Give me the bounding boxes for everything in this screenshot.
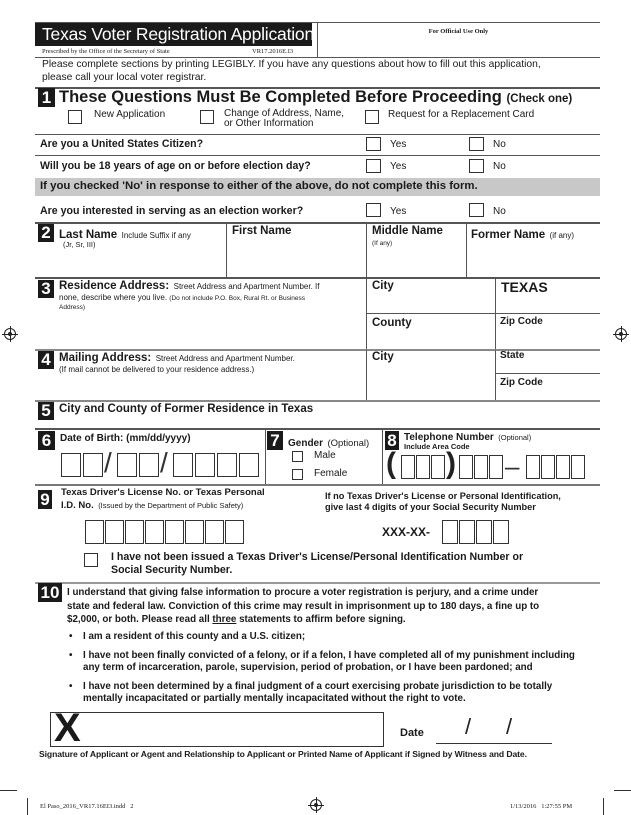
- phone-digit[interactable]: [541, 455, 555, 479]
- worker-no-label: No: [493, 206, 506, 217]
- drivers-license-label: [61, 487, 265, 511]
- divider: [382, 429, 383, 484]
- phone-digit[interactable]: [526, 455, 540, 479]
- dob-year-digit[interactable]: [239, 453, 259, 477]
- license-digit[interactable]: [165, 520, 184, 544]
- age-no-label: No: [493, 161, 506, 172]
- ssn-prefix: XXX-XX-: [382, 525, 431, 539]
- registration-mark-icon: [310, 799, 322, 811]
- section2-rule: [35, 222, 600, 224]
- change-label-line2: or Other Information: [224, 118, 314, 129]
- telephone-label-text: Telephone Number: [404, 432, 494, 443]
- citizen-yes-checkbox[interactable]: [366, 137, 381, 151]
- bullet-item: [69, 650, 575, 675]
- new-application-checkbox[interactable]: [68, 110, 82, 124]
- no-id-label-line2: Social Security Number.: [111, 564, 233, 576]
- mailing-address-text: Street Address and Apartment Number.: [155, 354, 295, 363]
- divider: [495, 350, 496, 400]
- section1-title-note: (Check one): [506, 93, 573, 105]
- ssn-digit[interactable]: [459, 520, 475, 544]
- residence-address-note: (Do not include P.O. Box, Rural Rt. or Business: [169, 295, 306, 302]
- license-digit[interactable]: [145, 520, 164, 544]
- citizen-no-checkbox[interactable]: [469, 137, 484, 151]
- section1-title-text: These Questions Must Be Completed Before Proceeding: [59, 88, 502, 106]
- affirmation-line3-part2: statements to affirm before signing.: [236, 614, 406, 625]
- affirmation-text: [67, 586, 539, 627]
- age-yes-label: Yes: [390, 161, 407, 172]
- drivers-license-label-line1: Texas Driver's License No. or Texas Personal: [61, 487, 265, 498]
- print-file-name: El Paso_2016_VR17.16EI3.indd 2: [40, 803, 134, 810]
- warning-text: If you checked 'No' in response to either of the above, do not complete this form.: [40, 180, 478, 192]
- area-code-digit[interactable]: [401, 455, 415, 479]
- bullet-icon: •: [69, 631, 73, 642]
- crop-mark: [614, 790, 631, 791]
- residence-address-text2: none, describe where you live.: [59, 293, 168, 302]
- dob-year-digit[interactable]: [195, 453, 215, 477]
- dob-slash: /: [160, 447, 168, 478]
- change-label-line1: Change of Address, Name,: [224, 108, 345, 119]
- date-slash: /: [465, 714, 472, 739]
- last-name-suffix-note: (Jr, Sr, III): [63, 240, 96, 249]
- close-paren: ): [446, 447, 456, 480]
- section7-number: 7: [267, 431, 283, 450]
- drivers-license-label-line2: I.D. No.: [61, 500, 94, 511]
- bullet-item: [69, 631, 575, 644]
- ssn-label-line2: give last 4 digits of your Social Security Number: [325, 502, 536, 512]
- mailing-address-field[interactable]: [59, 351, 295, 375]
- section10-rule: [35, 582, 600, 584]
- mailing-zip-label[interactable]: Zip Code: [500, 377, 543, 388]
- crop-mark: [0, 790, 17, 791]
- section5-rule: [35, 400, 600, 402]
- official-use-label: For Official Use Only: [428, 28, 489, 35]
- divider: [495, 373, 600, 374]
- crop-mark: [27, 798, 28, 815]
- crop-mark: [603, 798, 604, 815]
- license-digit[interactable]: [185, 520, 204, 544]
- phone-digit[interactable]: [459, 455, 473, 479]
- ssn-digit[interactable]: [493, 520, 509, 544]
- election-worker-question: Are you interested in serving as an election worker?: [40, 205, 304, 217]
- residence-address-text: Street Address and Apartment Number. If: [173, 282, 320, 291]
- age-rule: [35, 155, 600, 156]
- ssn-digit[interactable]: [476, 520, 492, 544]
- mailing-state-label[interactable]: State: [500, 350, 525, 361]
- section6-number: 6: [38, 431, 55, 450]
- phone-digit[interactable]: [489, 455, 503, 479]
- residence-address-note2: Address): [59, 304, 86, 311]
- section2-number: 2: [38, 224, 54, 242]
- open-paren: (: [386, 447, 396, 480]
- divider: [466, 223, 467, 278]
- form-title: Texas Voter Registration Application: [42, 24, 314, 44]
- residence-zip-label[interactable]: Zip Code: [500, 316, 543, 327]
- male-checkbox[interactable]: [292, 451, 303, 462]
- gender-label-text: Gender: [288, 438, 324, 449]
- former-residence-label[interactable]: City and County of Former Residence in Texas: [59, 403, 314, 415]
- mailing-address-label: Mailing Address:: [59, 352, 152, 364]
- divider: [366, 313, 600, 314]
- drivers-license-note: (Issued by the Department of Public Safety): [98, 501, 244, 510]
- telephone-label: [404, 431, 531, 451]
- mailing-address-note: (If mail cannot be delivered to your residence address.): [59, 365, 255, 374]
- telephone-sub-label: Include Area Code: [404, 442, 470, 451]
- affirmation-line3: [67, 613, 539, 627]
- header-rule: [35, 57, 600, 58]
- change-of-address-label: [224, 109, 344, 129]
- affirmation-line3-part1: $2,000, or both. Please read all: [67, 614, 213, 625]
- bullet-icon: •: [69, 649, 73, 661]
- dob-year-digit[interactable]: [173, 453, 193, 477]
- divider: [265, 429, 266, 484]
- bullet-text: I have not been determined by a final judgment of a court exercising probate jurisdiction to be totally: [83, 680, 553, 692]
- former-name-label: Former Name: [471, 229, 546, 241]
- replacement-card-label: Request for a Replacement Card: [388, 109, 535, 120]
- no-id-checkbox[interactable]: [84, 553, 98, 567]
- divider: [226, 223, 227, 278]
- instructions-line1: Please complete sections by printing LEGIBLY. If you have any questions about how to fill out this application,: [42, 59, 541, 70]
- ssn-label-line1: If no Texas Driver's License or Personal Identification,: [325, 491, 561, 501]
- section1-number: 1: [38, 88, 55, 107]
- divider: [366, 350, 367, 400]
- worker-yes-checkbox[interactable]: [366, 203, 381, 217]
- section9-number: 9: [38, 490, 52, 509]
- bullet-text: any term of incarceration, parole, supervision, period of probation, or I have been pardoned; and: [83, 662, 533, 673]
- divider: [366, 223, 367, 350]
- license-digit[interactable]: [85, 520, 104, 544]
- worker-yes-label: Yes: [390, 206, 407, 217]
- signature-caption: Signature of Applicant or Agent and Relationship to Applicant or Printed Name of Applicant if Signed by Witness and Date.: [39, 749, 527, 759]
- citizen-no-label: No: [493, 139, 506, 150]
- affirmation-line1: I understand that giving false information to procure a voter registration is perjury, and a crime under: [67, 587, 539, 598]
- form-code: VR17.2016E.I3: [252, 48, 294, 55]
- date-slash: /: [506, 714, 513, 739]
- bullet-text: I am a resident of this county and a U.S. citizen;: [83, 631, 306, 642]
- date-label: Date: [400, 727, 424, 739]
- change-of-address-checkbox[interactable]: [200, 110, 214, 124]
- residence-state-value: TEXAS: [501, 279, 548, 295]
- gender-label: [288, 433, 369, 451]
- area-code-digit[interactable]: [416, 455, 430, 479]
- age-no-checkbox[interactable]: [469, 159, 484, 173]
- phone-digit[interactable]: [571, 455, 585, 479]
- section5-number: 5: [38, 402, 54, 420]
- phone-dash: –: [505, 451, 520, 481]
- ssn-label: [325, 491, 561, 513]
- license-digit[interactable]: [105, 520, 124, 544]
- print-timestamp: 1/13/2016 1:27:55 PM: [510, 803, 573, 810]
- dob-month-digit[interactable]: [83, 453, 103, 477]
- no-id-label-line1: I have not been issued a Texas Driver's License/Personal Identification Number or: [111, 551, 524, 563]
- citizen-rule: [35, 134, 600, 135]
- section6-rule: [35, 428, 600, 430]
- bullet-icon: •: [69, 680, 73, 692]
- section9-rule: [35, 484, 600, 486]
- former-name-note: (if any): [549, 231, 575, 240]
- new-application-label: New Application: [94, 109, 166, 120]
- worker-no-checkbox[interactable]: [469, 203, 484, 217]
- license-digit[interactable]: [125, 520, 144, 544]
- ssn-digit[interactable]: [442, 520, 458, 544]
- area-code-digit[interactable]: [431, 455, 445, 479]
- gender-label-note: (Optional): [327, 438, 370, 449]
- instructions: [42, 59, 541, 84]
- license-digit[interactable]: [205, 520, 224, 544]
- residence-city-label[interactable]: City: [372, 280, 394, 292]
- instructions-line2: please call your local voter registrar.: [42, 71, 207, 83]
- no-id-label: [111, 551, 523, 577]
- phone-digit[interactable]: [474, 455, 488, 479]
- female-checkbox[interactable]: [292, 469, 303, 480]
- dob-day-digit[interactable]: [117, 453, 137, 477]
- replacement-card-checkbox[interactable]: [365, 110, 379, 124]
- prescribed-text: Prescribed by the Office of the Secretary of State: [42, 48, 170, 55]
- mailing-city-label[interactable]: City: [372, 351, 394, 363]
- signature-box[interactable]: [50, 712, 384, 747]
- section4-number: 4: [38, 351, 54, 369]
- former-name-field[interactable]: [471, 225, 574, 243]
- affirmation-bullets: [69, 631, 575, 706]
- section10-number: 10: [38, 583, 62, 602]
- date-field[interactable]: [436, 743, 552, 744]
- affirmation-line2: state and federal law. Conviction of this crime may result in imprisonment up to 180 days, a fine up to: [67, 600, 540, 612]
- bullet-item: [69, 681, 575, 706]
- bullet-text: I have not been finally convicted of a felony, or if a felon, I have completed all of my punishment including: [83, 649, 575, 661]
- middle-name-note: (If any): [372, 240, 393, 247]
- license-digit[interactable]: [225, 520, 244, 544]
- dob-year-digit[interactable]: [217, 453, 237, 477]
- residence-address-label: Residence Address:: [59, 280, 170, 292]
- bullet-text: mentally incapacitated or partially mentally incapacitated without the right to vote.: [83, 693, 466, 704]
- male-label: Male: [314, 450, 336, 461]
- residence-county-label[interactable]: County: [372, 317, 412, 329]
- telephone-label-note: (Optional): [498, 433, 532, 442]
- signature-x-mark: X: [54, 706, 81, 750]
- divider: [495, 278, 496, 350]
- dob-slash: /: [104, 447, 112, 478]
- section8-number: 8: [385, 431, 399, 450]
- affirmation-three: three: [212, 614, 237, 625]
- dob-month-digit[interactable]: [61, 453, 81, 477]
- citizen-yes-label: Yes: [390, 139, 407, 150]
- registration-mark-icon: [4, 328, 16, 340]
- dob-label: Date of Birth: (mm/dd/yyyy): [60, 433, 191, 444]
- age-question: Will you be 18 years of age on or before election day?: [40, 160, 311, 172]
- registration-mark-icon: [615, 328, 627, 340]
- first-name-label[interactable]: First Name: [232, 225, 292, 237]
- residence-address-field[interactable]: [59, 279, 364, 312]
- section3-number: 3: [38, 280, 54, 298]
- female-label: Female: [314, 468, 348, 479]
- section1-title: [59, 88, 572, 107]
- age-yes-checkbox[interactable]: [366, 159, 381, 173]
- middle-name-label[interactable]: Middle Name: [372, 225, 443, 237]
- citizen-question: Are you a United States Citizen?: [40, 138, 204, 150]
- last-name-note: Include Suffix if any: [121, 231, 191, 240]
- dob-day-digit[interactable]: [139, 453, 159, 477]
- phone-digit[interactable]: [556, 455, 570, 479]
- last-name-label: Last Name: [59, 229, 118, 241]
